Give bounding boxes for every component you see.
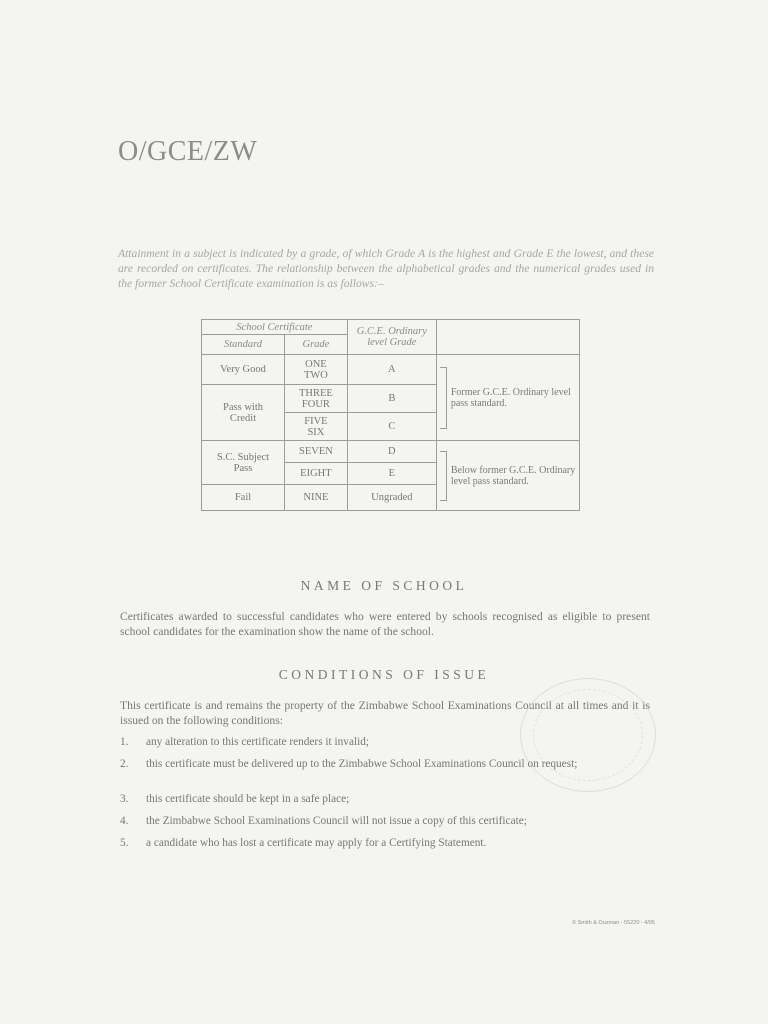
- grade-cell: NINE: [285, 485, 348, 511]
- condition-number: 2.: [120, 758, 129, 770]
- condition-text: this certificate should be kept in a safe place;: [146, 793, 350, 805]
- name-of-school-heading: NAME OF SCHOOL: [300, 578, 468, 593]
- standard-cell: S.C. Subject Pass: [202, 441, 285, 485]
- grade-cell: EIGHT: [285, 463, 348, 485]
- table-header-school-certificate: School Certificate: [202, 320, 348, 335]
- table-header-notes: [436, 320, 579, 355]
- table-row: [202, 441, 580, 463]
- gce-grade-cell: D: [347, 441, 436, 463]
- certificate-code: O/GCE/ZW: [118, 136, 258, 167]
- standard-cell: Very Good: [202, 355, 285, 385]
- conditions-of-issue-heading: CONDITIONS OF ISSUE: [278, 667, 490, 682]
- gce-grade-cell: E: [347, 463, 436, 485]
- name-of-school-text: Certificates awarded to successful candidates who were entered by schools recognised as eligible to present school candidates for the examination show the name of the school.: [120, 610, 650, 638]
- grade-cell: FIVE SIX: [285, 413, 348, 441]
- gce-grade-cell: Ungraded: [347, 485, 436, 511]
- grade-cell: SEVEN: [285, 441, 348, 463]
- standard-cell: Pass with Credit: [202, 385, 285, 441]
- table-row: [202, 355, 580, 385]
- condition-number: 4.: [120, 815, 129, 827]
- note-below-pass-standard: [436, 441, 579, 511]
- standard-cell: Fail: [202, 485, 285, 511]
- bracket: [440, 367, 447, 429]
- printer-imprint: © Smith & Ouzman - 55220 - 4/95: [572, 920, 655, 926]
- grading-intro-text: Attainment in a subject is indicated by a grade, of which Grade A is the highest and Grade E the lowest, and these are recorded on certificates. The relationship between the alphabetical grades and the numerical grades used in the former School Certificate examination is as follows:–: [118, 247, 654, 290]
- condition-text: this certificate must be delivered up to the Zimbabwe School Examinations Council on request;: [146, 758, 578, 770]
- gce-grade-cell: C: [347, 413, 436, 441]
- condition-text: any alteration to this certificate renders it invalid;: [146, 736, 370, 748]
- note-former-pass-standard: [436, 355, 579, 441]
- condition-number: 3.: [120, 793, 129, 805]
- table-header-standard: Standard: [202, 335, 285, 355]
- condition-number: 5.: [120, 837, 129, 849]
- table-header-gce-grade: G.C.E. Ordinary level Grade: [347, 320, 436, 355]
- gce-grade-cell: A: [347, 355, 436, 385]
- grade-equivalence-table: [201, 319, 580, 511]
- note-text: Former G.C.E. Ordinary level pass standard.: [450, 386, 571, 409]
- grade-cell: ONE TWO: [285, 355, 348, 385]
- condition-text: the Zimbabwe School Examinations Council will not issue a copy of this certificate;: [146, 815, 527, 827]
- note-text: Below former G.C.E. Ordinary level pass standard.: [450, 464, 576, 487]
- grade-cell: THREE FOUR: [285, 385, 348, 413]
- condition-number: 1.: [120, 736, 129, 748]
- conditions-intro-text: This certificate is and remains the property of the Zimbabwe School Examinations Council at all times and it is issued on the following conditions:: [120, 699, 650, 727]
- condition-text: a candidate who has lost a certificate may apply for a Certifying Statement.: [146, 837, 487, 849]
- bracket: [440, 451, 447, 501]
- gce-grade-cell: B: [347, 385, 436, 413]
- table-header-grade: Grade: [285, 335, 348, 355]
